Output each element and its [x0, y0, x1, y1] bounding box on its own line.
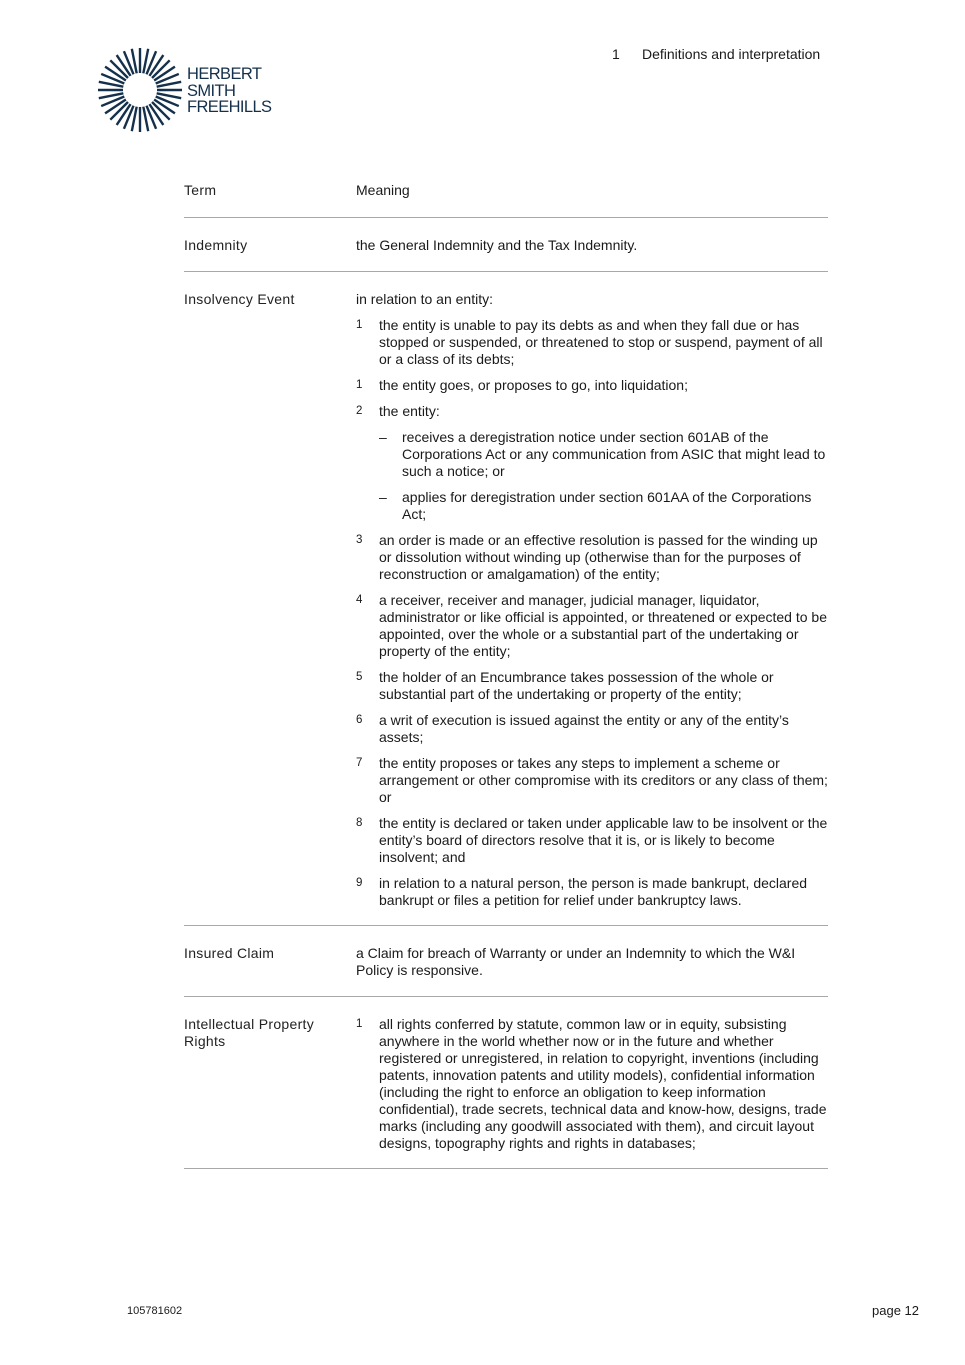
- item-number: 2: [356, 405, 363, 417]
- sub-list-item: [356, 489, 828, 523]
- meaning-text: a Claim for breach of Warranty or under an Indemnity to which the W&I Policy is responsive.: [356, 945, 796, 978]
- item-text: a receiver, receiver and manager, judicial manager, liquidator, administrator or like official is appointed, or threatened or expected to be appointed, over the whole or a substantial part of the undertaking or property of the entity;: [379, 592, 827, 659]
- list-item: [356, 532, 828, 583]
- list-item: [356, 1016, 828, 1152]
- document-number: 105781602: [127, 1305, 183, 1317]
- sub-list-item: [356, 429, 828, 480]
- meaning-intellectual-property-rights: [356, 1016, 828, 1152]
- item-text: the entity is declared or taken under applicable law to be insolvent or the entity’s board of directors resolve that it is, or is likely to become insolvent; and: [379, 815, 828, 865]
- term-intellectual-property-rights: Intellectual Property Rights: [184, 1016, 315, 1049]
- meaning-insolvency-event: [356, 291, 828, 909]
- logo-line-1: HERBERT: [187, 65, 262, 83]
- meaning-text: the General Indemnity and the Tax Indemnity.: [356, 237, 638, 253]
- herbert-smith-freehills-logo: [96, 46, 276, 134]
- item-text: an order is made or an effective resolution is passed for the winding up or dissolution without winding up (otherwise than for the purposes of reconstruction or amalgamation) of the entity;: [379, 532, 818, 582]
- item-number: 6: [356, 714, 363, 726]
- list-item: [356, 875, 828, 909]
- sunburst-logo-icon: [96, 46, 184, 134]
- list-item: [356, 669, 828, 703]
- item-text: the entity goes, or proposes to go, into liquidation;: [379, 377, 688, 393]
- meaning-intro: in relation to an entity:: [356, 291, 493, 307]
- section-number: 1: [612, 46, 620, 62]
- definition-row-indemnity: [184, 218, 828, 272]
- section-header: [612, 46, 820, 62]
- item-text: the entity proposes or takes any steps to implement a scheme or arrangement or other compromise with its creditors or any class of them; or: [379, 755, 828, 805]
- meaning-insured-claim: [356, 945, 828, 979]
- definition-row-insured-claim: [184, 926, 828, 997]
- sub-item-dash: –: [379, 489, 387, 505]
- logo-wordmark: [187, 66, 271, 116]
- term-insolvency-event: Insolvency Event: [184, 291, 295, 307]
- table-header-row: [184, 172, 828, 218]
- item-text: the entity is unable to pay its debts as and when they fall due or has stopped or suspended, or threatened to stop or suspend, payment of all or a class of its debts;: [379, 317, 823, 367]
- list-item: [356, 377, 828, 394]
- column-header-term: Term: [184, 182, 217, 198]
- sub-item-text: receives a deregistration notice under section 601AB of the Corporations Act or any communication from ASIC that might lead to such a notice; or: [402, 429, 826, 479]
- list-item: [356, 755, 828, 806]
- item-number: 1: [356, 1018, 363, 1030]
- page-number: page 12: [872, 1303, 919, 1318]
- item-number: 1: [356, 319, 363, 331]
- definitions-table: [184, 172, 828, 1169]
- list-item: [356, 317, 828, 368]
- sub-item-dash: –: [379, 429, 387, 445]
- item-text: the entity:: [379, 403, 440, 419]
- section-title: Definitions and interpretation: [642, 46, 821, 62]
- item-number: 3: [356, 534, 363, 546]
- item-text: in relation to a natural person, the person is made bankrupt, declared bankrupt or files a petition for relief under bankruptcy laws.: [379, 875, 808, 908]
- definition-row-insolvency-event: [184, 272, 828, 926]
- term-indemnity: Indemnity: [184, 237, 248, 253]
- sub-item-text: applies for deregistration under section 601AA of the Corporations Act;: [402, 489, 812, 522]
- item-text: all rights conferred by statute, common law or in equity, subsisting anywhere in the world whether now or in the future and whether registered or unregistered, in relation to copyright, inventions (including patents, innovation patents and utility models), confidential information (including the right to enforce an obligation to keep information confidential), trade secrets, technical data and know-how, designs, trade marks (including any goodwill associated with them), and circuit layout designs, topography rights and rights in databases;: [379, 1016, 827, 1151]
- item-text: a writ of execution is issued against the entity or any of the entity’s assets;: [379, 712, 789, 745]
- meaning-indemnity: [356, 237, 828, 254]
- item-number: 4: [356, 594, 363, 606]
- definition-row-intellectual-property-rights: [184, 997, 828, 1169]
- item-number: 5: [356, 671, 363, 683]
- logo-line-2: SMITH: [187, 81, 236, 100]
- logo-line-3: FREEHILLS: [187, 98, 272, 116]
- term-insured-claim: Insured Claim: [184, 945, 275, 961]
- item-number: 7: [356, 757, 363, 769]
- list-item: [356, 815, 828, 866]
- item-number: 9: [356, 877, 363, 889]
- item-text: the holder of an Encumbrance takes possession of the whole or substantial part of the undertaking or property of the entity;: [379, 669, 774, 702]
- list-item: [356, 403, 828, 420]
- column-header-meaning: Meaning: [356, 182, 410, 198]
- list-item: [356, 592, 828, 660]
- list-item: [356, 712, 828, 746]
- item-number: 8: [356, 817, 363, 829]
- item-number: 1: [356, 379, 363, 391]
